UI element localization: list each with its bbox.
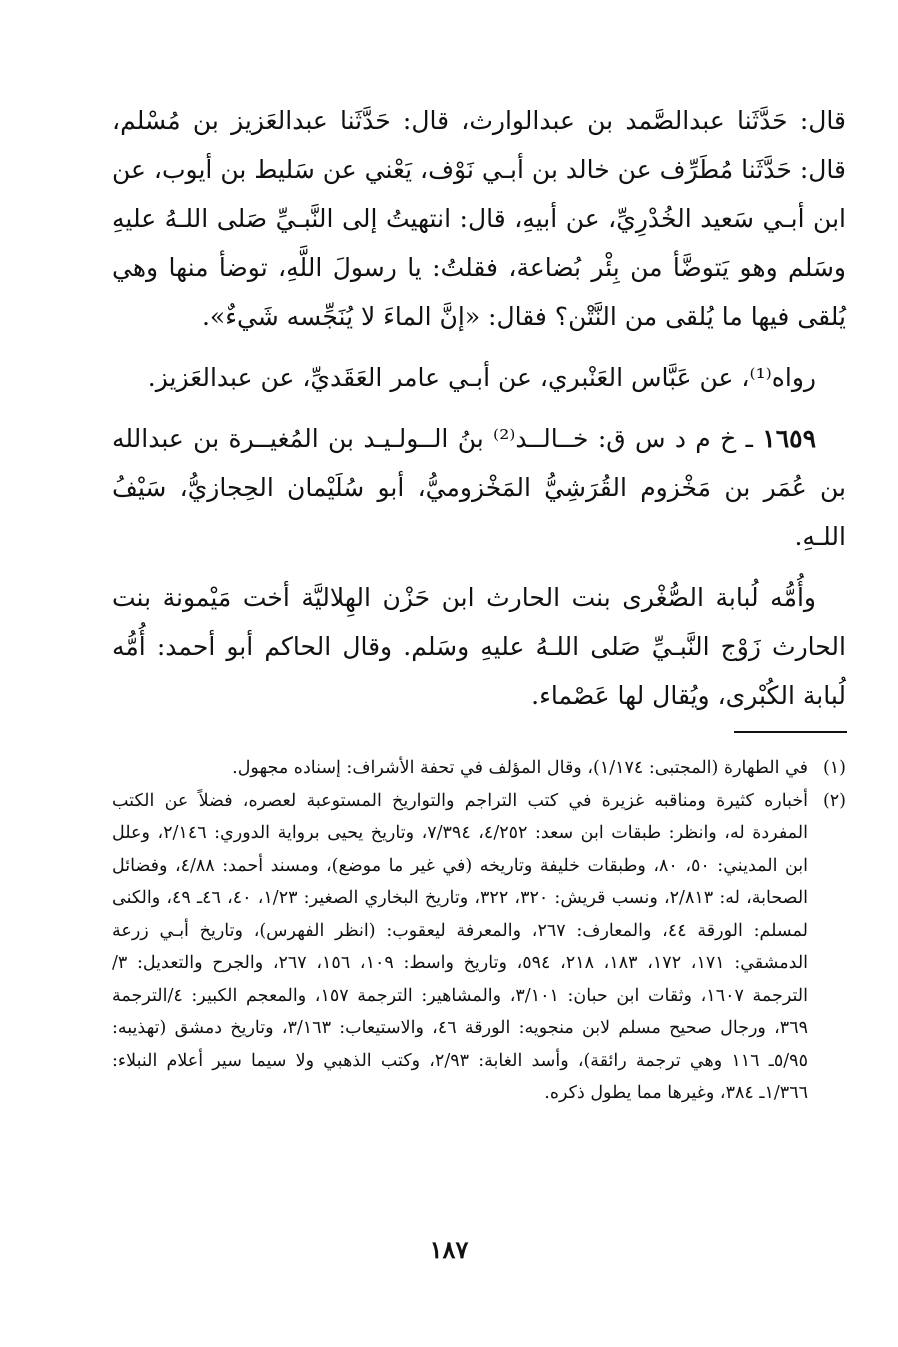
footnote-number: (٢) [822,790,846,811]
footnotes-block [112,752,846,1110]
footnote-text: أخباره كثيرة ومناقبه غزيرة في كتب التراجم والتواريخ المستوعبة لعصره، فضلاً عن الكتب المفردة له، وانظر: طبقات ابن سعد: ٤/٢٥٢، ٧/٣٩٤، وتاريخ يحيى برواية الدوري: ٢/١٤٦، وعلل ابن المديني: ٥٠، ٨٠، وطبقات خليفة وتاريخه (في غير ما موضع)، ومسند أحمد: ٤/٨٨، وفضائل الصحابة، له: ٢/٨١٣، ونسب قريش: ٣٢٠، ٣٢٢، وتاريخ البخاري الصغير: ١/٢٣، ٤٠، ٤٦ـ ٤٩، والكنى لمسلم: الورقة ٤٤، والمعارف: ٢٦٧، والمعرفة ليعقوب: (انظر الفهرس)، وتاريخ أبـي زرعة الدمشقي: ١٧١، ١٧٢، ١٨٣، ٢١٨، ٥٩٤، وتاريخ واسط: ١٠٩، ١٥٦، ٢٦٧، والجرح والتعديل: ٣/الترجمة ١٦٠٧، وثقات ابن حبان: ٣/١٠١، والمشاهير: الترجمة ١٥٧، والمعجم الكبير: ٤/الترجمة ٣٦٩، ورجال صحيح مسلم لابن منجويه: الورقة ٤٦، والاستيعاب: ٣/١٦٣، وتاريخ دمشق (تهذيبه: ٥/٩٥ـ ١١٦ وهي ترجمة رائقة)، وأسد الغابة: ٢/٩٣، وكتب الذهبي ولا سيما سير أعلام النبلاء: ١/٣٦٦ـ ٣٨٤، وغيرها مما يطول ذكره. [112,790,809,1103]
footnote-2 [112,785,846,1110]
footnote-divider [734,731,847,733]
footnote-1 [112,752,846,785]
biography-entry [112,414,846,561]
hadith-paragraph: قال: حَدَّثَنا عبدالصَّمد بن عبدالوارث، قال: حَدَّثَنا عبدالعَزيز بن مُسْلم، قال: حَدَّثَنا مُطَرِّف عن خالد بن أبـي نَوْف، يَعْني عن سَليط بن أيوب، عن ابن أبـي سَعيد الخُدْرِيِّ، عن أبيهِ، قال: انتهيتُ إلى النَّبـيِّ صَلى اللـهُ عليهِ وسَلم وهو يَتوضَّأ من بِئْر بُضاعة، فقلتُ: يا رسولَ اللَّهِ، توضأ منها وهي يُلقى فيها ما يُلقى من النَّتْن؟ فقال: «إنَّ الماءَ لا يُنَجِّسه شَيءٌ». [112,106,846,331]
footnote-number: (١) [822,758,846,778]
entry-heading: ـ خ م د س ق: خــالــد⁽²⁾ بنُ الــولـيـد بن المُغيــرة بن عبدالله بن عُمَر بن مَخْزوم القُرَشِيُّ المَخْزوميُّ، أبو سُلَيْمان الحِجازيُّ، سَيْفُ اللـهِ. [112,424,846,551]
entry-number: ١٦٥٩ [762,424,816,453]
narration-paragraph: رواه⁽¹⁾، عن عَبَّاس العَنْبري، عن أبـي عامر العَقَديِّ، عن عبدالعَزيز. [147,363,816,392]
footnote-text: في الطهارة (المجتبى: ١/١٧٤)، وقال المؤلف في تحفة الأشراف: إسناده مجهول. [232,758,808,778]
main-text-block [112,96,846,720]
mother-paragraph: وأُمُّه لُبابة الصُّغْرى بنت الحارث ابن حَزْن الهِلاليَّة أخت مَيْمونة بنت الحارث زَوْج النَّبـيِّ صَلى اللـهُ عليهِ وسَلم. وقال الحاكم أبو أحمد: أُمُّه لُبابة الكُبْرى، ويُقال لها عَصْماء. [112,583,846,710]
page-number: ١٨٧ [429,1235,469,1264]
